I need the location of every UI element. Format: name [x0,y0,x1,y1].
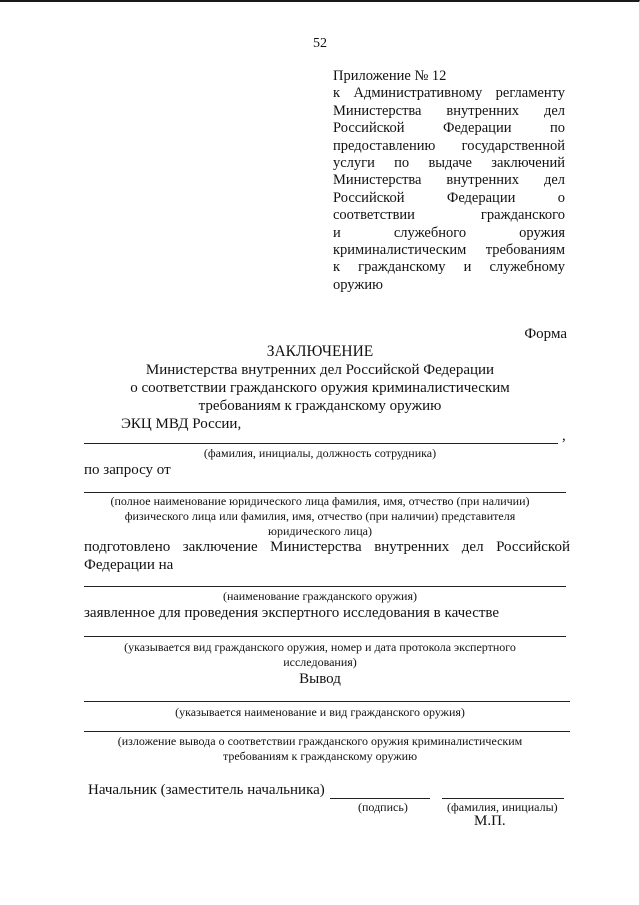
conclusion-caption-line: (изложение вывода о соответствии гражданского оружия криминалистическим [117,734,523,748]
appendix-line: к гражданскому и служебному [333,259,565,276]
employee-fill-line [84,443,558,444]
appendix-line: предоставлению государственной [333,137,565,154]
weapon-name-fill-line [84,586,566,587]
prepared-line: Федерации на [84,557,174,573]
appendix-line: и служебного оружия [333,224,565,241]
appendix-title: Приложение № 12 [333,68,447,84]
prepared-line: подготовлено заключение Министерства внутренних дел Российской [84,539,570,555]
appendix-line: к Административному регламенту [333,85,565,102]
appendix-line: Министерства внутренних дел [333,102,565,119]
appendix-line: оружию [333,276,383,293]
appendix-line: Министерства внутренних дел [333,172,565,189]
document-subtitle-line: требованиям к гражданскому оружию [198,398,442,414]
employee-caption: (фамилия, инициалы, должность сотрудника) [203,446,437,460]
weapon-type-fill-line [84,636,566,637]
weapon-type-caption-line: (указывается вид гражданского оружия, номер и дата протокола экспертного [124,640,516,654]
name-fill-line [442,798,564,799]
chief-label: Начальник (заместитель начальника) [88,782,325,798]
entity-caption-line: физического лица или фамилия, имя, отчество (при наличии) представителя [124,509,516,523]
ekc-label: ЭКЦ МВД России, [121,416,242,432]
signature-fill-line [330,798,430,799]
weapon-name-type-caption: (указывается наименование и вид гражданского оружия) [175,705,465,719]
appendix-line: Российской Федерации по [333,120,565,137]
entity-caption-line: юридического лица) [268,524,372,538]
weapon-type-caption-line: исследования) [283,655,357,669]
appendix-line: Российской Федерации о [333,189,565,206]
name-caption: (фамилия, инициалы) [447,800,558,814]
appendix-line: услуги по выдаче заключений [333,155,565,172]
appendix-block [333,68,565,294]
comma: , [562,428,566,444]
appendix-line: криминалистическим требованиям [333,242,565,259]
weapon-name-caption: (наименование гражданского оружия) [223,589,417,603]
page-number: 52 [313,36,327,51]
conclusion-title: Вывод [299,671,341,687]
request-from-label: по запросу от [84,462,171,478]
conclusion-fill-line [84,731,570,732]
form-label: Форма [524,326,567,342]
prepared-text [84,539,570,556]
stamp-place: М.П. [474,813,506,829]
document-subtitle-line: о соответствии гражданского оружия криминалистическим [130,380,510,396]
entity-caption-line: (полное наименование юридического лица фамилия, имя, отчество (при наличии) [110,494,530,508]
entity-fill-line [84,492,566,493]
appendix-line: соответствии гражданского [333,207,565,224]
signature-caption: (подпись) [358,800,408,814]
document-subtitle-line: Министерства внутренних дел Российской Федерации [145,362,495,378]
conclusion-caption-line: требованиям к гражданскому оружию [222,749,418,763]
weapon-name-type-fill-line [84,701,570,702]
declared-text: заявленное для проведения экспертного исследования в качестве [84,605,500,621]
document-title: ЗАКЛЮЧЕНИЕ [266,343,374,360]
